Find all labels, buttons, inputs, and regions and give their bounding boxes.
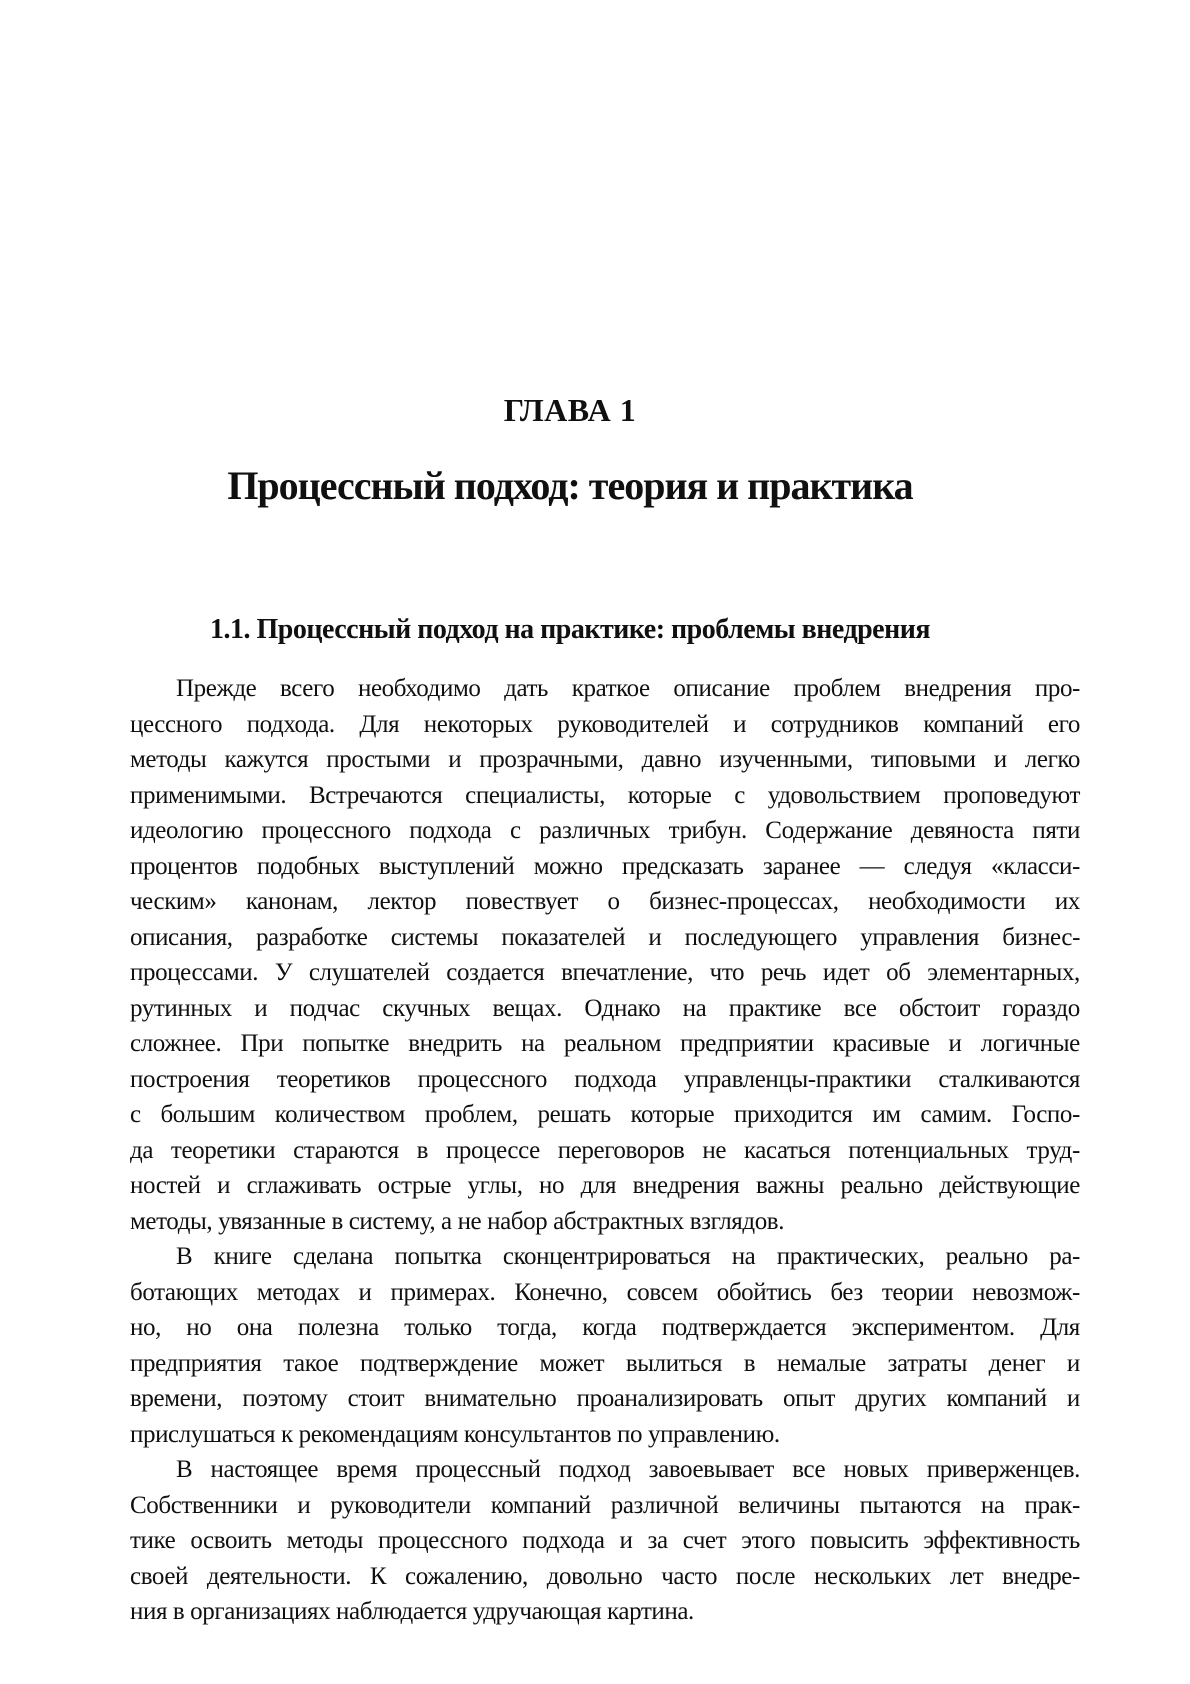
text-line: методы кажутся простыми и прозрачными, давно изученными, типовыми и легко (130, 746, 1080, 773)
text-line: своей деятельности. К сожалению, довольно часто после нескольких лет внедре- (130, 1562, 1080, 1590)
text-line: времени, поэтому стоит внимательно проанализировать опыт других компаний и (130, 1385, 1080, 1412)
text-line: прислушаться к рекомендациям консультантов по управлению. (130, 1420, 780, 1448)
text-line: построения теоретиков процессного подхода управленцы-практики сталкиваются (130, 1065, 1080, 1093)
text-line: сложнее. При попытке внедрить на реальном предприятии красивые и логичные (130, 1030, 1080, 1057)
text-line: ботающих методах и примерах. Конечно, совсем обойтись без теории невозмож- (130, 1278, 1080, 1306)
text-line: методы, увязанные в систему, а не набор абстрактных взглядов. (130, 1207, 785, 1235)
text-line: процессами. У слушателей создается впечатление, что речь идет об элементарных, (130, 959, 1080, 986)
body-text (130, 671, 1080, 1630)
text-line: с большим количеством проблем, решать которые приходится им самим. Госпо- (130, 1101, 1080, 1128)
page-content (130, 0, 1080, 1684)
text-line: ностей и сглаживать острые углы, но для внедрения важны реально действующие (130, 1172, 1080, 1199)
text-line: ния в организациях наблюдается удручающая картина. (130, 1598, 694, 1625)
text-line: применимыми. Встречаются специалисты, которые с удовольствием проповедуют (130, 781, 1080, 809)
chapter-title: Процессный подход: теория и практика (227, 463, 913, 508)
section-heading: 1.1. Процессный подход на практике: проблемы внедрения (209, 614, 931, 645)
text-line: В настоящее время процессный подход завоевывает все новых приверженцев. (176, 1456, 1080, 1483)
text-line: Прежде всего необходимо дать краткое описание проблем внедрения про- (176, 675, 1080, 702)
text-line: цессного подхода. Для некоторых руководителей и сотрудников компаний его (130, 710, 1080, 738)
text-line: ческим» канонам, лектор повествует о бизнес-процессах, необходимости их (130, 888, 1080, 915)
text-line: В книге сделана попытка сконцентрироваться на практических, реально ра- (176, 1243, 1080, 1270)
text-line: описания, разработке системы показателей и последующего управления бизнес- (130, 923, 1080, 951)
text-line: но, но она полезна только тогда, когда подтверждается экспериментом. Для (130, 1314, 1080, 1341)
text-line: тике освоить методы процессного подхода и за счет этого повысить эффективность (130, 1527, 1080, 1554)
text-line: да теоретики стараются в процессе переговоров не касаться потенциальных труд- (130, 1136, 1080, 1164)
text-line: Собственники и руководители компаний различной величины пытаются на прак- (130, 1491, 1080, 1519)
text-line: идеологию процессного подхода с различных трибун. Содержание девяноста пяти (130, 817, 1080, 844)
text-line: рутинных и подчас скучных вещах. Однако на практике все обстоит гораздо (130, 994, 1080, 1022)
text-line: процентов подобных выступлений можно предсказать заранее — следуя «класси- (130, 852, 1080, 880)
chapter-label: ГЛАВА 1 (503, 392, 637, 428)
text-line: предприятия такое подтверждение может вылиться в немалые затраты денег и (130, 1349, 1080, 1377)
